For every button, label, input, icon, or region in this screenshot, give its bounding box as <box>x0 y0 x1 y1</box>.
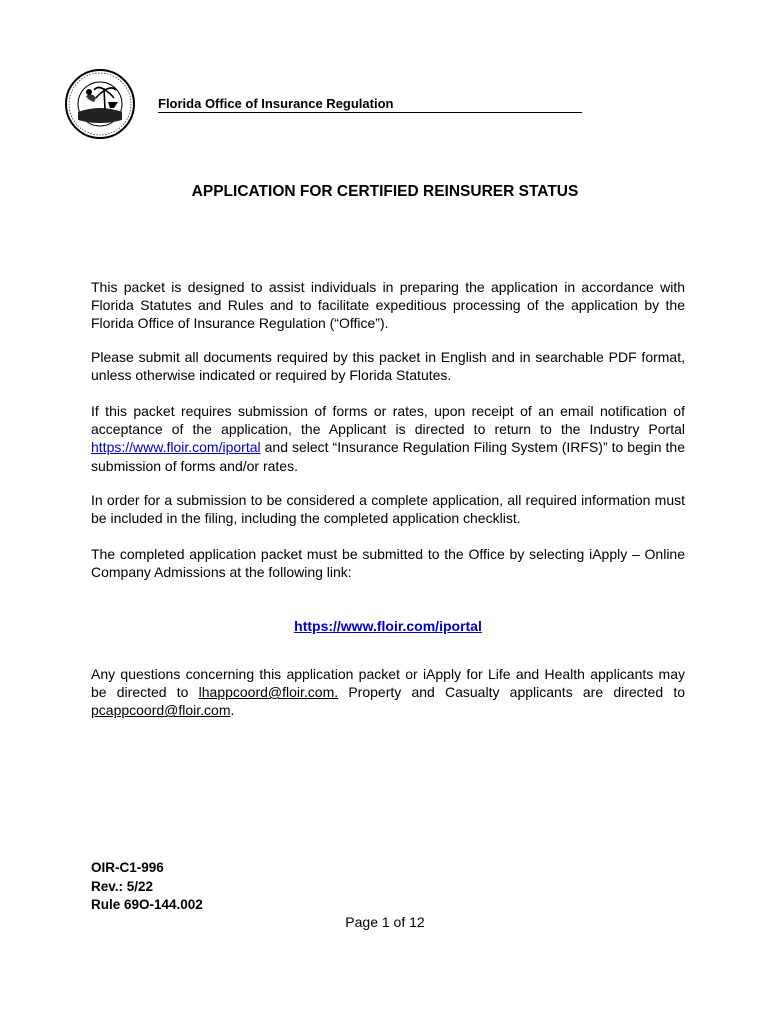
form-revision: Rev.: 5/22 <box>91 878 154 894</box>
page-number: Page 1 of 12 <box>345 914 425 930</box>
iportal-link-container <box>0 618 770 634</box>
industry-portal-link[interactable]: https://www.floir.com/iportal <box>91 439 261 456</box>
form-identifiers <box>91 859 203 915</box>
forms-rates-text-before: If this packet requires submission of forms or rates, upon receipt of an email notification of acceptance of the application, the Applicant is directed to return to the Industry Portal <box>91 403 685 438</box>
submission-format-paragraph: Please submit all documents required by this packet in English and in searchable PDF format, unless otherwise indicated or required by Florida Statutes. <box>91 349 685 384</box>
questions-paragraph <box>91 665 685 720</box>
questions-text-before: Any questions concerning this application packet or iApply for Life and Health applicants may be directed to <box>91 666 685 701</box>
intro-paragraph: This packet is designed to assist individuals in preparing the application in accordance with Florida Statutes and Rules and to facilitate expeditious processing of the application by the Florida Office of Insurance Regulation (“Office”). <box>91 279 685 332</box>
form-rule: Rule 69O-144.002 <box>91 897 203 912</box>
property-casualty-email-link[interactable]: pcappcoord@floir.com <box>91 702 231 719</box>
questions-text-middle: Property and Casualty applicants are directed to <box>338 684 685 701</box>
forms-rates-text-after: and select “Insurance Regulation Filing System (IRFS)” to begin the submission of forms and/or rates. <box>91 439 685 474</box>
questions-text-after: . <box>230 702 235 719</box>
life-health-email-link[interactable]: lhappcoord@floir.com. <box>198 684 339 701</box>
document-title: APPLICATION FOR CERTIFIED REINSURER STATUS <box>191 183 579 200</box>
form-id: OIR-C1-996 <box>91 860 164 875</box>
forms-rates-paragraph <box>91 402 685 475</box>
state-seal-icon <box>64 68 136 140</box>
complete-application-paragraph: In order for a submission to be considered a complete application, all required information must be included in the filing, including the completed application checklist. <box>91 492 685 527</box>
agency-header: Florida Office of Insurance Regulation <box>158 96 582 113</box>
iportal-link[interactable]: https://www.floir.com/iportal <box>294 618 482 634</box>
iapply-paragraph: The completed application packet must be submitted to the Office by selecting iApply – Online Company Admissions at the following link: <box>91 546 685 581</box>
